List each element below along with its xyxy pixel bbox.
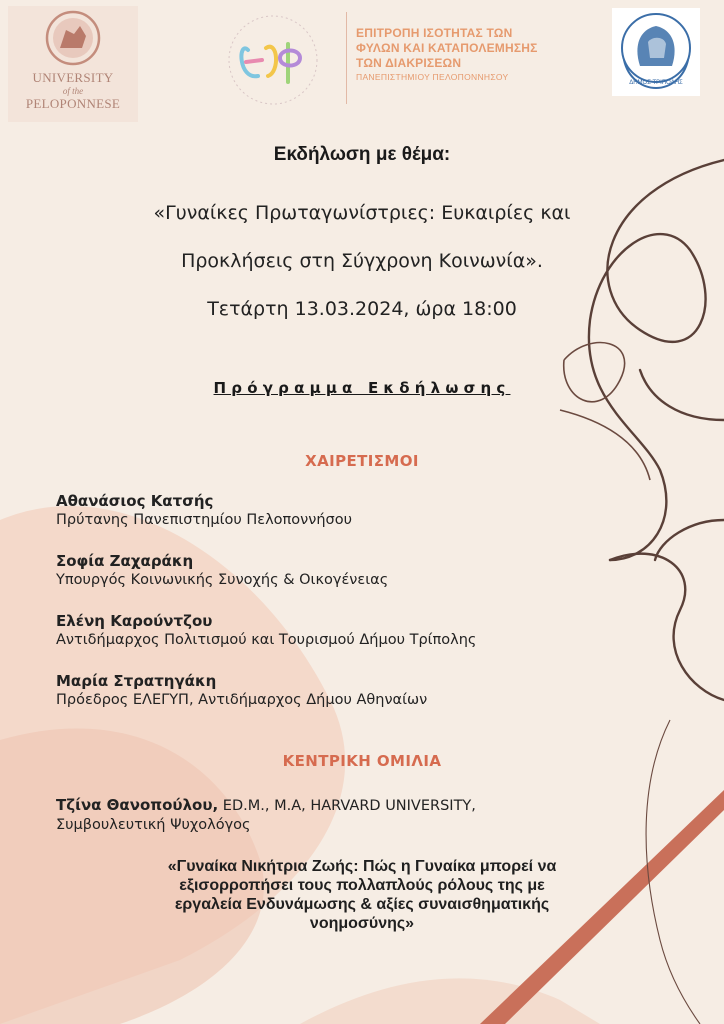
greeting-item — [56, 552, 676, 590]
greetings-heading: ΧΑΙΡΕΤΙΣΜΟΙ — [305, 452, 419, 470]
greeting-name: Σοφία Ζαχαράκη — [56, 552, 194, 570]
keynote-talk-line1: «Γυναίκα Νικήτρια Ζωής: Πώς η Γυναίκα μπορεί να — [167, 858, 557, 875]
committee-logo-icon — [208, 10, 338, 110]
program-heading: Πρόγραμμα Εκδήλωσης — [213, 379, 511, 397]
header-divider — [346, 12, 347, 104]
greeting-name: Μαρία Στρατηγάκη — [56, 672, 217, 690]
greeting-item — [56, 672, 676, 710]
keynote-speaker-credentials: ED.M., M.A, HARVARD UNIVERSITY, — [218, 798, 476, 814]
municipality-logo-icon — [612, 8, 700, 96]
keynote-talk-line2: εξισορροπήσει τους πολλαπλούς ρόλους της με — [179, 877, 545, 894]
event-title-line2: Προκλήσεις στη Σύγχρονη Κοινωνία». — [181, 250, 543, 272]
greeting-role: Υπουργός Κοινωνικής Συνοχής & Οικογένειας — [56, 572, 389, 588]
event-title-line1: «Γυναίκες Πρωταγωνίστριες: Ευκαιρίες και — [153, 202, 571, 224]
greeting-item — [56, 492, 676, 530]
keynote-speaker — [56, 796, 676, 835]
keynote-heading: ΚΕΝΤΡΙΚΗ ΟΜΙΛΙΑ — [282, 752, 442, 770]
keynote-talk-line4: νοημοσύνης» — [309, 915, 415, 932]
event-datetime: Τετάρτη 13.03.2024, ώρα 18:00 — [207, 298, 517, 320]
keynote-speaker-name: Τζίνα Θανοπούλου, — [56, 796, 219, 814]
committee-name-line1: ΕΠΙΤΡΟΠΗ ΙΣΟΤΗΤΑΣ ΤΩΝ — [356, 26, 513, 40]
greeting-role: Πρύτανης Πανεπιστημίου Πελοποννήσου — [56, 512, 352, 528]
greeting-role: Αντιδήμαρχος Πολιτισμού και Τουρισμού Δήμου Τρίπολης — [56, 632, 477, 648]
municipality-label: ΔΗΜΟΣ ΤΡΙΠΟΛΗΣ — [629, 80, 683, 86]
greeting-name: Αθανάσιος Κατσής — [56, 492, 214, 510]
committee-name-line2: ΦΥΛΩΝ ΚΑΙ ΚΑΤΑΠΟΛΕΜΗΣΗΣ — [356, 41, 538, 55]
greeting-item — [56, 612, 676, 650]
keynote-talk-line3: εργαλεία Ενδυνάμωσης & αξίες συναισθηματικής — [174, 896, 550, 913]
committee-subtitle: ΠΑΝΕΠΙΣΤΗΜΙΟΥ ΠΕΛΟΠΟΝΝΗΣΟΥ — [356, 72, 509, 82]
keynote-talk-title — [60, 857, 664, 933]
greeting-name: Ελένη Καρούντζου — [56, 612, 213, 630]
university-name-line3: PELOPONNESE — [25, 96, 121, 111]
university-name-line2: of the — [62, 86, 84, 96]
university-name-line1: UNIVERSITY — [32, 70, 114, 85]
keynote-speaker-role: Συμβουλευτική Ψυχολόγος — [56, 817, 251, 833]
university-logo — [8, 6, 138, 122]
university-emblem-icon — [8, 6, 138, 72]
greeting-role: Πρόεδρος ΕΛΕΓΥΠ, Αντιδήμαρχος Δήμου Αθηναίων — [56, 692, 428, 708]
committee-name-line3: ΤΩΝ ΔΙΑΚΡΙΣΕΩΝ — [356, 56, 462, 70]
committee-name — [356, 26, 596, 82]
event-heading: Εκδήλωση με θέμα: — [273, 144, 451, 165]
